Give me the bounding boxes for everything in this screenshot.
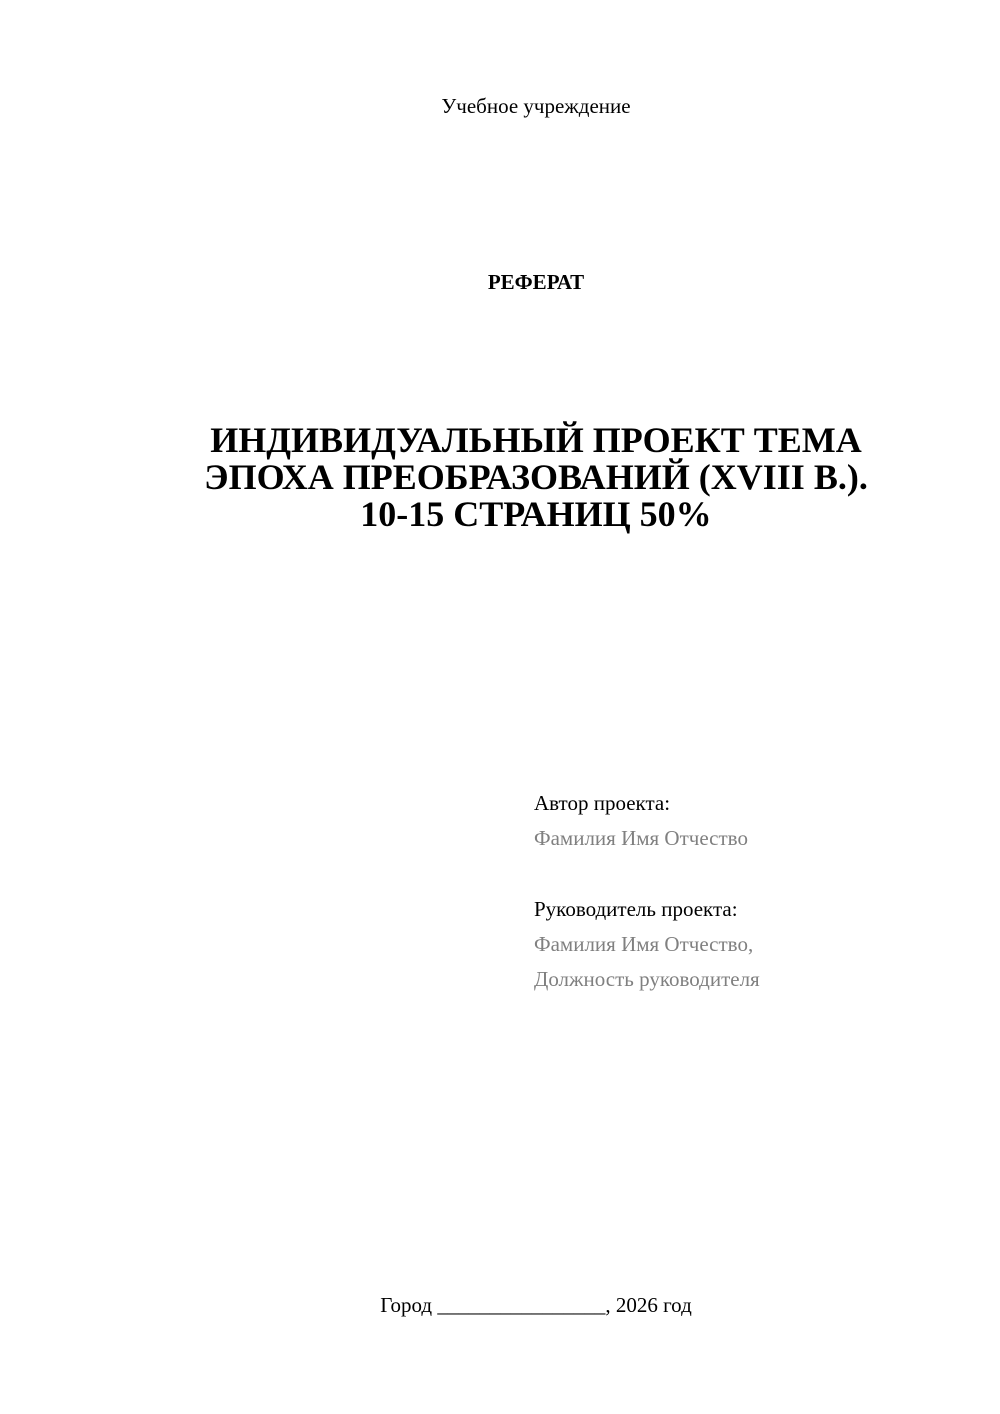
author-block (534, 786, 748, 856)
document-type: РЕФЕРАТ (487, 270, 585, 294)
supervisor-position: Должность руководителя (534, 967, 760, 991)
city-year-line: Город ________________, 2026 год (380, 1293, 692, 1317)
supervisor-block (534, 892, 760, 997)
title-line: ИНДИВИДУАЛЬНЫЙ ПРОЕКТ ТЕМА (210, 420, 862, 460)
institution-name: Учебное учреждение (441, 94, 631, 118)
author-name: Фамилия Имя Отчество (534, 826, 748, 850)
title-line: 10-15 СТРАНИЦ 50% (360, 494, 712, 534)
supervisor-label: Руководитель проекта: (534, 897, 738, 921)
supervisor-name: Фамилия Имя Отчество, (534, 932, 754, 956)
document-title (0, 422, 1000, 533)
title-line: ЭПОХА ПРЕОБРАЗОВАНИЙ (XVIII В.). (204, 457, 868, 497)
author-label: Автор проекта: (534, 791, 671, 815)
